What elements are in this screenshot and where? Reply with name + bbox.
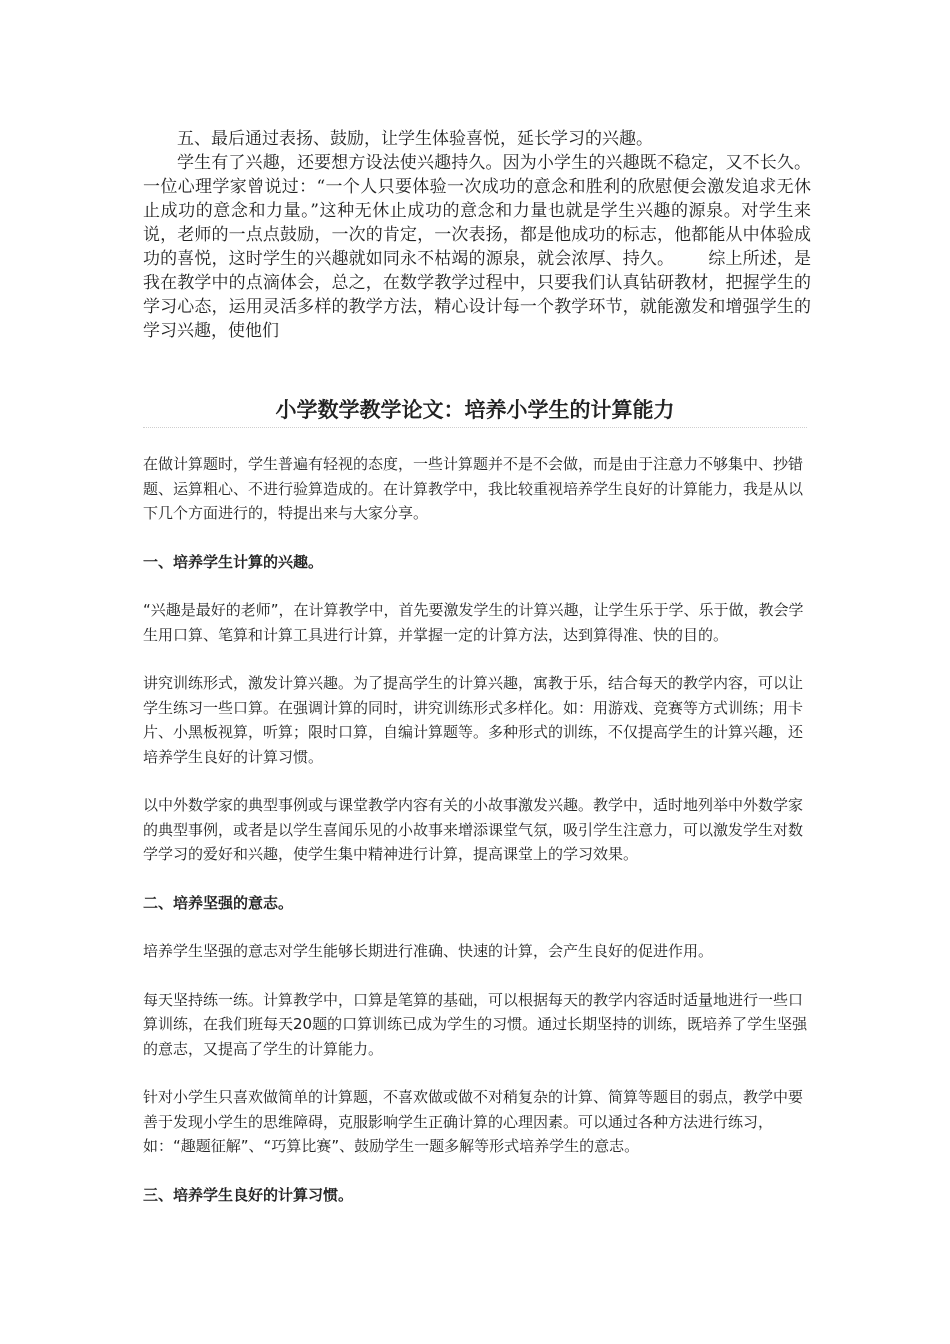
section-heading-1: 一、培养学生计算的兴趣。 <box>143 552 324 571</box>
paragraph: 针对小学生只喜欢做简单的计算题，不喜欢做或做不对稍复杂的计算、简算等题目的弱点，教学中要善于发现小学生的思维障碍，克服影响学生正确计算的心理因素。可以通过各种方法进行练习，如：“趣题征解”、“巧算比赛”、鼓励学生一题多解等形式培养学生的意志。 <box>143 1088 804 1155</box>
closing-paragraph <box>143 151 811 343</box>
paragraph: “兴趣是最好的老师”，在计算教学中，首先要激发学生的计算兴趣，让学生乐于学、乐于做，教会学生用口算、笔算和计算工具进行计算，并掌握一定的计算方法，达到算得准、快的目的。 <box>143 601 804 644</box>
paragraph: 以中外数学家的典型事例或与课堂教学内容有关的小故事激发兴趣。教学中，适时地列举中外数学家的典型事例，或者是以学生喜闻乐见的小故事来增添课堂气氛，吸引学生注意力，可以激发学生对数学学习的爱好和兴趣，使学生集中精神进行计算，提高课堂上的学习效果。 <box>143 796 804 863</box>
lead-paragraph: 在做计算题时，学生普遍有轻视的态度，一些计算题并不是不会做，而是由于注意力不够集中、抄错题、运算粗心、不进行验算造成的。在计算教学中，我比较重视培养学生良好的计算能力，我是从以下几个方面进行的，特提出来与大家分享。 <box>143 455 804 522</box>
paragraph: 每天坚持练一练。计算教学中，口算是笔算的基础，可以根据每天的教学内容适时适量地进行一些口算训练，在我们班每天20题的口算训练已成为学生的习惯。通过长期坚持的训练，既培养了学生坚强的意志，又提高了学生的计算能力。 <box>143 990 808 1058</box>
article-body <box>143 452 813 1231</box>
section-five-heading: 五、最后通过表扬、鼓励，让学生体验喜悦，延长学习的兴趣。 <box>177 129 653 149</box>
section-heading-3: 三、培养学生良好的计算习惯。 <box>143 1185 354 1204</box>
closing-paragraph-part-1: 学生有了兴趣，还要想方设法使兴趣持久。因为小学生的兴趣既不稳定，又不长久。一位心理学家曾说过：“一个人只要体验一次成功的意念和胜利的欣慰便会激发追求无休止成功的意念和力量。”这种无休止成功的意念和力量也就是学生兴趣的源泉。对学生来说，老师的一点点鼓励，一次的肯定，一次表扬，都是他成功的标志，他都能从中体验成功的喜悦，这时学生的兴趣就如同永不枯竭的源泉，就会浓厚、持久。 <box>143 153 811 269</box>
paragraph: 培养学生坚强的意志对学生能够长期进行准确、快速的计算，会产生良好的促进作用。 <box>143 942 714 960</box>
article-title: 小学数学教学论文：培养小学生的计算能力 <box>275 398 675 422</box>
section-heading-2: 二、培养坚强的意志。 <box>143 893 294 912</box>
closing-paragraph-part-2: 综上所述，是我在教学中的点滴体会，总之，在数学教学过程中，只要我们认真钻研教材，把握学生的学习心态，运用灵活多样的教学方法，精心设计每一个教学环节，就能激发和增强学生的学习兴趣，使他们 <box>143 249 812 341</box>
previous-article-ending <box>143 127 811 343</box>
title-divider <box>143 427 807 428</box>
paragraph: 讲究训练形式，激发计算兴趣。为了提高学生的计算兴趣，寓教于乐，结合每天的教学内容，可以让学生练习一些口算。在强调计算的同时，讲究训练形式多样化。如：用游戏、竞赛等方式训练；用卡片、小黑板视算，听算；限时口算，自编计算题等。多种形式的训练，不仅提高学生的计算兴趣，还培养学生良好的计算习惯。 <box>143 674 804 766</box>
